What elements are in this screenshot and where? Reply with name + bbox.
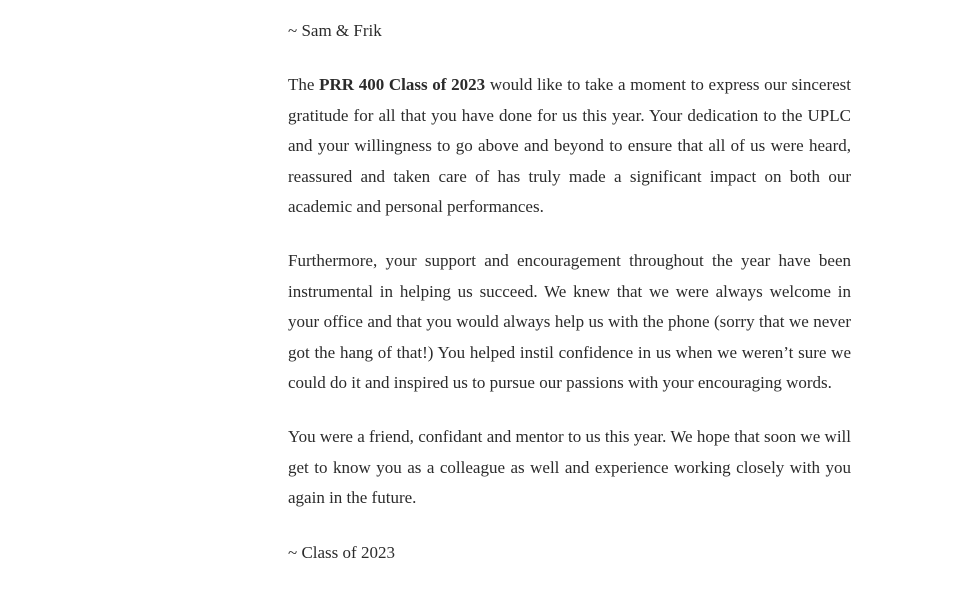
paragraph-gratitude-lead: The [288,75,320,95]
letter-page [288,16,851,568]
paragraph-support: Furthermore, your support and encouragement throughout the year have been instrumental in helping us succeed. We knew that we were always welcome in your office and that you would always help us with the phone (sorry that we never got the hang of that!) You helped instil confidence in us when we weren’t sure we could do it and inspired us to pursue our passions with your encouraging words. [288,251,851,393]
signoff-class: ~ Class of 2023 [288,542,395,562]
paragraph-gratitude-rest: would like to take a moment to express our sincerest gratitude for all that you have done for us this year. Your dedication to the UPLC and your willingness to go above and beyond to ensure that all of us were heard, reassured and taken care of has truly made a significant impact on both our academic and personal performances. [288,75,851,217]
paragraph-friend: You were a friend, confidant and mentor to us this year. We hope that soon we will get to know you as a colleague as well and experience working closely with you again in the future. [288,427,851,508]
signoff-sam-frik: ~ Sam & Frik [288,21,382,40]
paragraph-gratitude [288,70,851,222]
class-name-bold: PRR 400 Class of 2023 [319,75,486,95]
